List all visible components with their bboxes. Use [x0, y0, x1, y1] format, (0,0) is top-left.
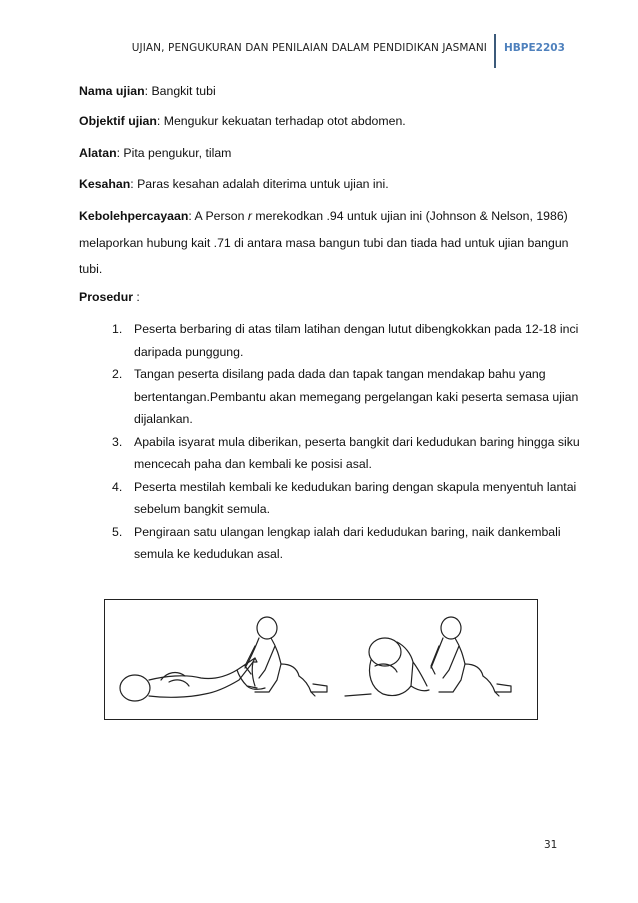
procedure-step [112, 363, 582, 431]
step-text: Tangan peserta disilang pada dada dan tapak tangan mendakap bahu yang bertentangan.Pembantu akan memegang pergelangan kaki peserta semasa ujian dijalankan. [134, 367, 579, 426]
step-number: 3. [112, 434, 123, 449]
page-number: 31 [544, 839, 558, 851]
step-text: Peserta berbaring di atas tilam latihan dengan lutut dibengkokkan pada 12-18 inci daripada punggung. [134, 322, 579, 359]
field-label: Objektif ujian [79, 114, 157, 128]
sitting-participant [345, 638, 429, 696]
field-alatan [79, 142, 579, 165]
correlation-symbol: r [247, 209, 252, 223]
step-number: 4. [112, 479, 123, 494]
field-kebolehpercayaan [79, 203, 571, 283]
kneeling-helper-right [431, 617, 511, 696]
field-nama-ujian [79, 80, 579, 103]
kneeling-helper-left [245, 617, 327, 696]
field-value: : Mengukur kekuatan terhadap otot abdomen. [156, 114, 406, 128]
step-text: Pengiraan satu ulangan lengkap ialah dari kedudukan baring, naik dankembali semula ke kedudukan asal. [134, 524, 561, 561]
field-kesahan [79, 173, 579, 196]
field-value: : [133, 290, 140, 304]
procedure-step [112, 521, 582, 566]
step-text: Apabila isyarat mula diberikan, peserta bangkit dari kedudukan baring hingga siku mencecah paha dan kembali ke posisi asal. [134, 434, 580, 471]
course-code: HBPE2203 [504, 42, 565, 54]
step-number: 5. [112, 524, 123, 539]
field-value: : Pita pengukur, tilam [116, 146, 232, 160]
field-objektif-ujian [79, 110, 579, 133]
header-title: UJIAN, PENGUKURAN DAN PENILAIAN DALAM PENDIDIKAN JASMANI [131, 42, 487, 54]
procedure-list [112, 318, 582, 566]
field-label: Kebolehpercayaan [79, 209, 189, 223]
field-prosedur [79, 286, 579, 309]
field-label: Nama ujian [79, 84, 145, 98]
step-number: 1. [112, 322, 123, 336]
step-number: 2. [112, 367, 123, 381]
field-label: Kesahan [79, 177, 131, 191]
field-label: Prosedur [79, 290, 133, 304]
field-label: Alatan [79, 146, 117, 160]
procedure-step [112, 318, 582, 363]
field-value: : Bangkit tubi [144, 84, 216, 98]
page-header [0, 34, 638, 64]
lying-participant [120, 658, 265, 701]
procedure-step [112, 476, 582, 521]
header-divider [494, 34, 496, 68]
field-value-rest: merekodkan .94 untuk ujian ini (Johnson & Nelson, 1986) melaporkan hubung kait .71 di antara masa bangun tubi dan tiada had untuk ujian bangun tubi. [79, 209, 569, 276]
situp-drawing [105, 600, 537, 719]
step-text: Peserta mestilah kembali ke kedudukan baring dengan skapula menyentuh lantai sebelum bangkit semula. [134, 479, 577, 516]
field-value: : Paras kesahan adalah diterima untuk ujian ini. [130, 177, 389, 191]
situp-illustration [104, 599, 538, 720]
procedure-step [112, 431, 582, 476]
field-value-start: : A Person [188, 209, 248, 223]
